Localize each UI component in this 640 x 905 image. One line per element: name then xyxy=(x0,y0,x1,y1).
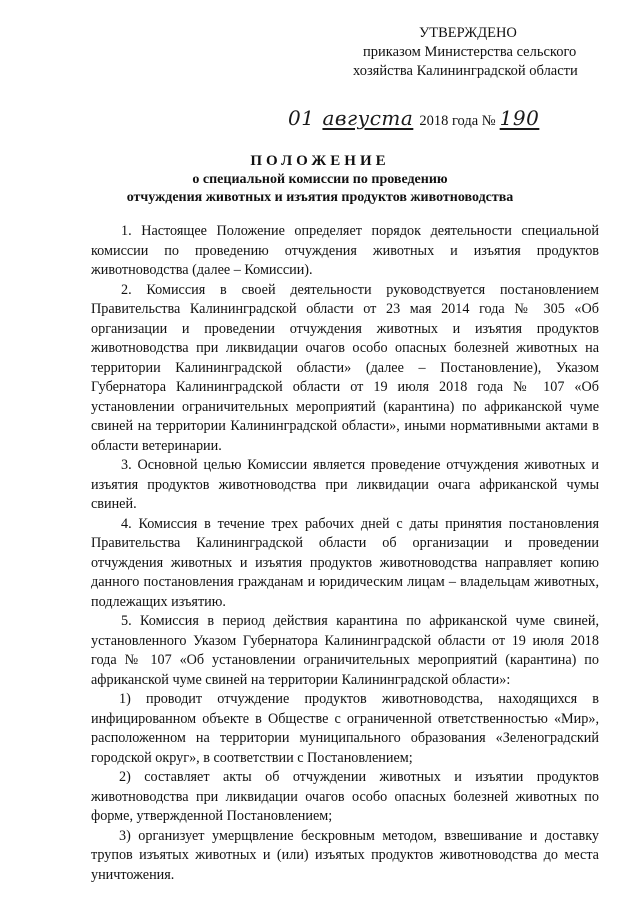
subitem-2: 2) составляет акты об отчуждении животных и изъятии продуктов животноводства при ликвидации очагов особо опасных болезней животных по форме, утвержденной Постановлением; xyxy=(91,769,599,824)
paragraph-4: 4. Комиссия в течение трех рабочих дней с даты принятия постановления Правительства Калининградской области об организации и проведении отчуждения животных и изъятия продуктов животноводства направляет копию данного постановления гражданам и юридическим лицам – владельцам животных, подлежащих изъятию. xyxy=(91,515,599,610)
document-subtitle-2: отчуждения животных и изъятия продуктов животноводства xyxy=(126,190,514,205)
document-subtitle-1: о специальной комиссии по проведению xyxy=(192,172,448,187)
document-body xyxy=(91,222,599,885)
paragraph-1: 1. Настоящее Положение определяет порядок деятельности специальной комиссии по проведению отчуждения животных и изъятия продуктов животноводства (далее – Комиссии). xyxy=(91,223,599,278)
paragraph-2: 2. Комиссия в своей деятельности руководствуется постановлением Правительства Калининградской области от 23 мая 2014 года № 305 «Об организации и проведении отчуждения животных и изъятия продуктов животноводства при ликвидации очагов особо опасных болезней животных на территории Калининградской области» (далее – Постановление), Указом Губернатора Калининградской области от 19 июля 2018 года № 107 «Об установлении ограничительных мероприятий (карантина) по африканской чуме свиней на территории Калининградской области», иными нормативными актами в области ветеринарии. xyxy=(91,281,599,454)
approval-block xyxy=(350,24,620,81)
document-heading: ПОЛОЖЕНИЕ xyxy=(250,153,390,169)
approval-stamp: УТВЕРЖДЕНО xyxy=(419,25,517,41)
approval-line-2: хозяйства Калининградской области xyxy=(353,63,578,79)
paragraph-5: 5. Комиссия в период действия карантина по африканской чуме свиней, установленного Указом Губернатора Калининградской области от 19 июля 2018 года № 107 «Об установлении ограничительных мероприятий (карантина) по африканской чуме свиней на территории Калининградской области»: xyxy=(91,613,599,688)
handwritten-day: 01 xyxy=(288,106,315,130)
subitem-3: 3) организует умерщвление бескровным методом, взвешивание и доставку трупов изъятых животных и (или) изъятых продуктов животноводства до места уничтожения. xyxy=(91,827,599,883)
approval-line-1: приказом Министерства сельского xyxy=(363,44,577,60)
date-year-text: 2018 года № xyxy=(419,113,496,129)
subitem-1: 1) проводит отчуждение продуктов животноводства, находящихся в инфицированном объекте в Обществе с ограниченной ответственностью «Мир», расположенном на территории муниципального образования «Зеленоградский городской округ», в соответствии с Постановлением; xyxy=(91,691,599,766)
paragraph-3: 3. Основной целью Комиссии является проведение отчуждения животных и изъятия продуктов животноводства при ликвидации очага африканской чумы свиней. xyxy=(91,457,599,512)
handwritten-month: августа xyxy=(322,106,414,130)
approval-date-line xyxy=(288,106,539,130)
handwritten-order-number: 190 xyxy=(499,106,540,130)
